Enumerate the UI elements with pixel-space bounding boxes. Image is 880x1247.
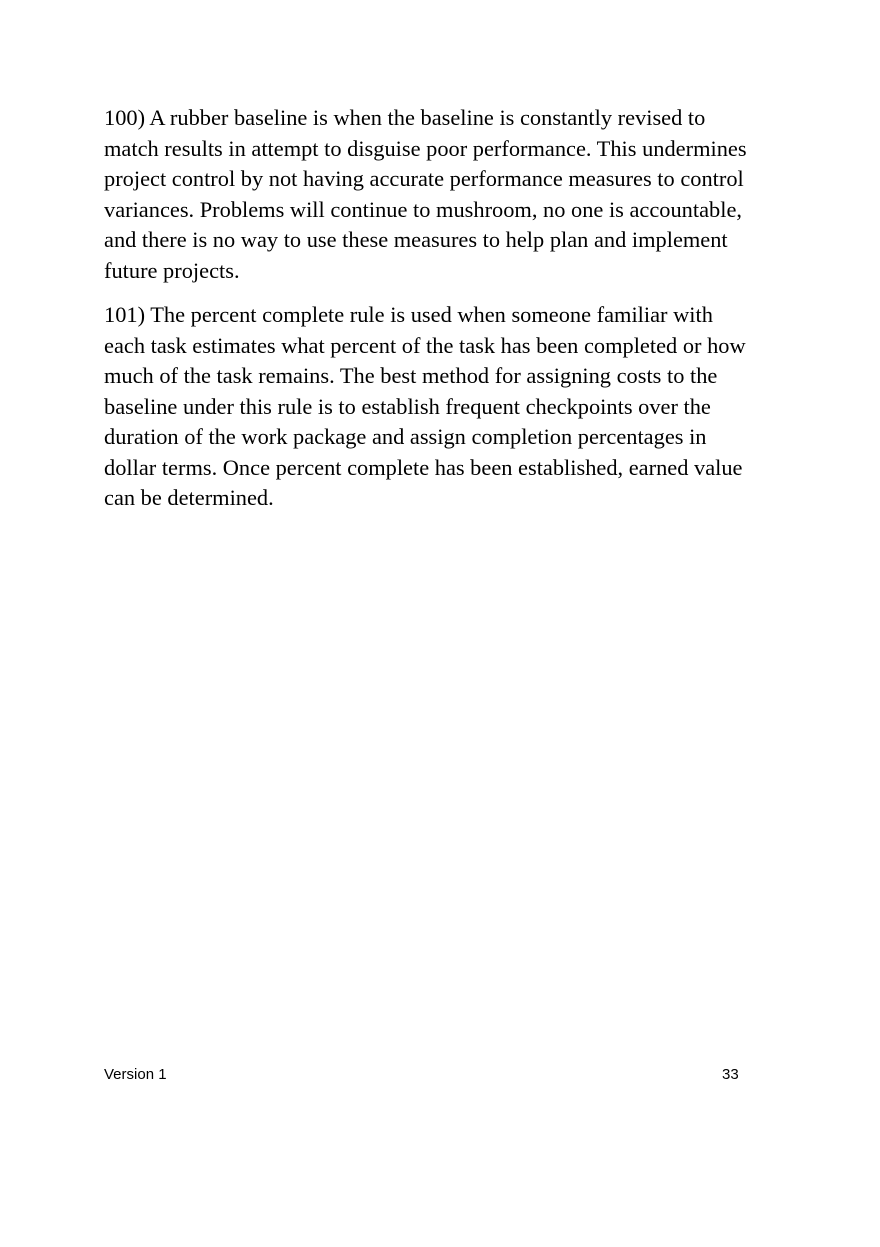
document-body [104,103,776,528]
paragraph-101: 101) The percent complete rule is used when someone familiar with each task estimates what percent of the task has been completed or how much of the task remains. The best method for assigning costs to the baseline under this rule is to establish frequent checkpoints over the duration of the work package and assign completion percentages in dollar terms. Once percent complete has been established, earned value can be determined. [104,302,746,510]
paragraph-100: 100) A rubber baseline is when the baseline is constantly revised to match results in attempt to disguise poor performance. This undermines project control by not having accurate performance measures to control variances. Problems will continue to mushroom, no one is accountable, and there is no way to use these measures to help plan and implement future projects. [104,105,747,283]
footer-page-number: 33 [722,1066,739,1083]
footer-version: Version 1 [104,1066,167,1083]
